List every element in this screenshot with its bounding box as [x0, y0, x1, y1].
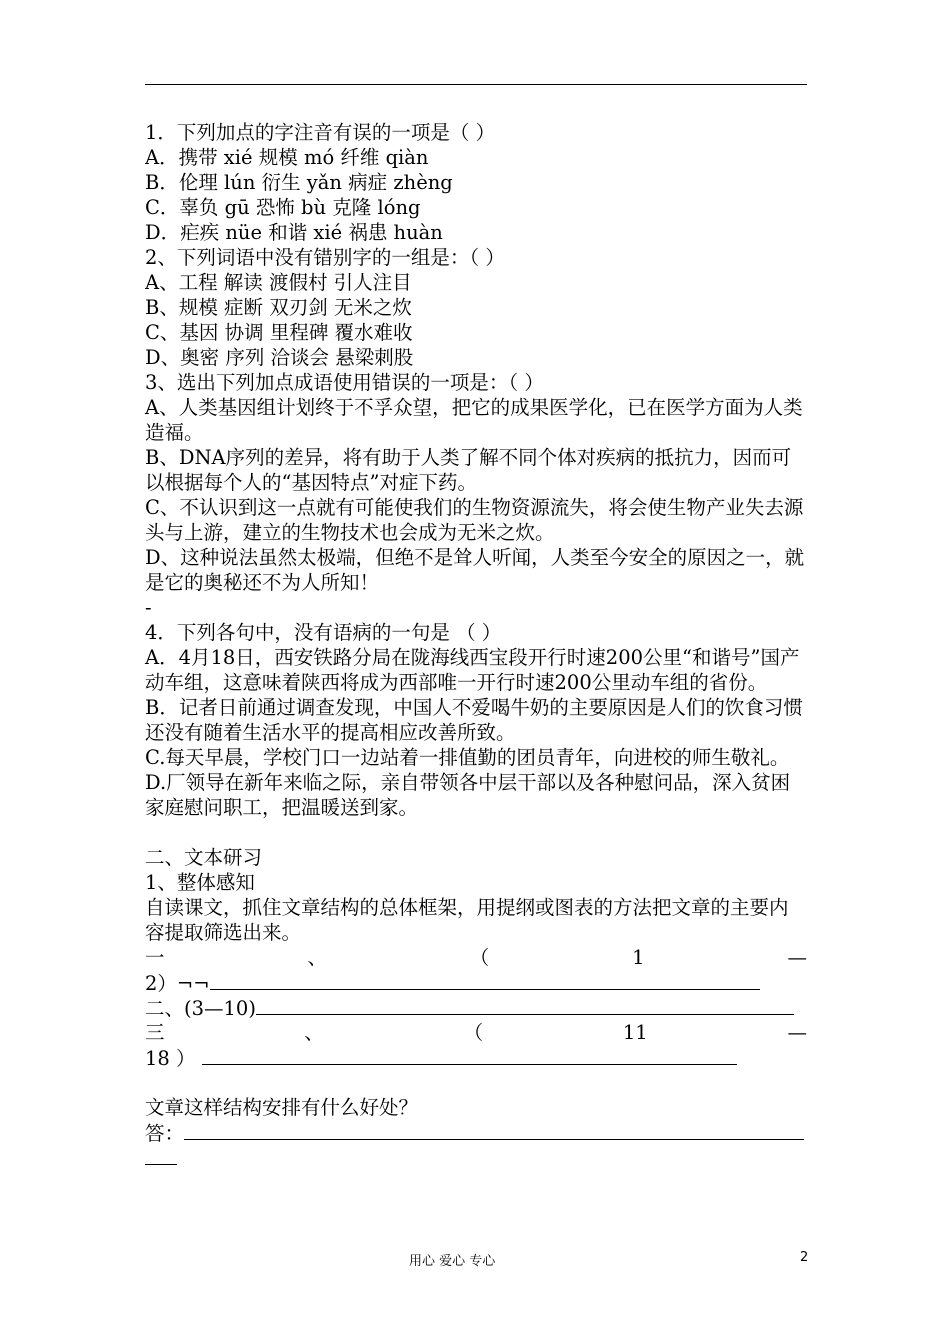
spacer: [145, 820, 807, 845]
q3-option-b: B、DNA序列的差异，将有助于人类了解不同个体对疾病的抵抗力，因而可以根据每个人的“基因特点”对症下药。: [145, 446, 792, 494]
q4-option-a: A．4月18日，西安铁路分局在陇海线西宝段开行时速200公里“和谐号”国产动车组，这意味着陕西将成为西部唯一开行时速200公里动车组的省份。: [145, 646, 800, 694]
q4-option-b: B．记者日前通过调查发现，中国人不爱喝牛奶的主要原因是人们的饮食习惯还没有随着生活水平的提高相应改善所致。: [145, 696, 803, 744]
fill-blank[interactable]: [210, 970, 760, 990]
outline-part: 三: [145, 1021, 165, 1044]
page-number: 2: [800, 1250, 809, 1265]
section-subheading: 1、整体感知: [145, 871, 255, 894]
outline-part: 、: [307, 946, 327, 969]
answer-line: [145, 1120, 807, 1145]
q3-option-d: D、这种说法虽然太极端，但绝不是耸人听闻，人类至今安全的原因之一，就是它的奥秘还不为人所知！: [145, 546, 805, 594]
outline-part: 一: [145, 946, 165, 969]
q4-option-d: D.厂领导在新年来临之际，亲自带领各中层干部以及各种慰问品，深入贫困家庭慰问职工，把温暖送到家。: [145, 771, 791, 819]
q1-option-b: B．伦理 lún 衍生 yǎn 病症 zhèng: [145, 171, 453, 194]
outline-part: 1: [632, 946, 645, 969]
q2-option-b: B、规模 症断 双刃剑 无米之炊: [145, 296, 412, 319]
outline-row-1: [145, 945, 807, 970]
q1-option-d: D．疟疾 nüe 和谐 xié 祸患 huàn: [145, 221, 443, 244]
outline-row-3: [145, 995, 807, 1020]
outline-part: —: [787, 1021, 807, 1044]
outline-part: （: [463, 1021, 484, 1044]
fill-blank[interactable]: [202, 1045, 737, 1065]
answer-line-continued: [145, 1145, 807, 1170]
q1-option-c: C．辜负 gū 恐怖 bù 克隆 lóng: [145, 196, 421, 219]
q2-option-d: D、奥密 序列 洽谈会 悬梁刺股: [145, 346, 414, 369]
answer-blank[interactable]: [184, 1120, 804, 1140]
q3-option-c: C、不认识到这一点就有可能使我们的生物资源流失，将会使生物产业失去源头与上游，建立的生物技术也会成为无米之炊。: [145, 496, 804, 544]
outline-part: （: [469, 946, 490, 969]
structure-question: 文章这样结构安排有什么好处？: [145, 1096, 419, 1119]
outline-part: 11: [622, 1021, 648, 1044]
q4-stem: 4．下列各句中，没有语病的一句是 （ ）: [145, 621, 502, 644]
fill-blank[interactable]: [256, 995, 794, 1015]
outline-part: —: [787, 946, 807, 969]
outline-prefix: 二、(3—10): [145, 997, 256, 1020]
outline-part: 、: [304, 1021, 324, 1044]
q4-option-c: C.每天早晨，学校门口一边站着一排值勤的团员青年，向进校的师生敬礼。: [145, 746, 790, 769]
section-heading: 二、文本研习: [145, 846, 263, 869]
q3-stem: 3、选出下列加点成语使用错误的一项是：（ ）: [145, 371, 544, 394]
q2-stem: 2、下列词语中没有错别字的一组是：（ ）: [145, 246, 505, 269]
answer-label: 答：: [145, 1122, 185, 1145]
outline-prefix: 2）¬¬: [145, 972, 210, 995]
outline-prefix: 18 ）: [145, 1047, 196, 1070]
answer-blank-continued[interactable]: [145, 1145, 177, 1165]
q2-option-c: C、基因 协调 里程碑 覆水难收: [145, 321, 413, 344]
document-body: [145, 120, 807, 1170]
footer-slogan: 用心 爱心 专心: [409, 1254, 496, 1269]
q3-trailing-mark: -: [145, 596, 152, 619]
section-instruction: 自读课文，抓住文章结构的总体框架，用提纲或图表的方法把文章的主要内容提取筛选出来。: [145, 896, 789, 944]
spacer: [145, 1070, 807, 1095]
q1-stem: 1．下列加点的字注音有误的一项是（ ）: [145, 121, 496, 144]
q2-option-a: A、工程 解读 渡假村 引人注目: [145, 271, 412, 294]
outline-row-4: [145, 1020, 807, 1045]
header-rule: [145, 84, 807, 85]
outline-row-5: [145, 1045, 807, 1070]
outline-row-2: [145, 970, 807, 995]
q1-option-a: A．携带 xié 规模 mó 纤维 qiàn: [145, 146, 429, 169]
q3-option-a: A、人类基因组计划终于不孚众望，把它的成果医学化，已在医学方面为人类造福。: [145, 396, 803, 444]
